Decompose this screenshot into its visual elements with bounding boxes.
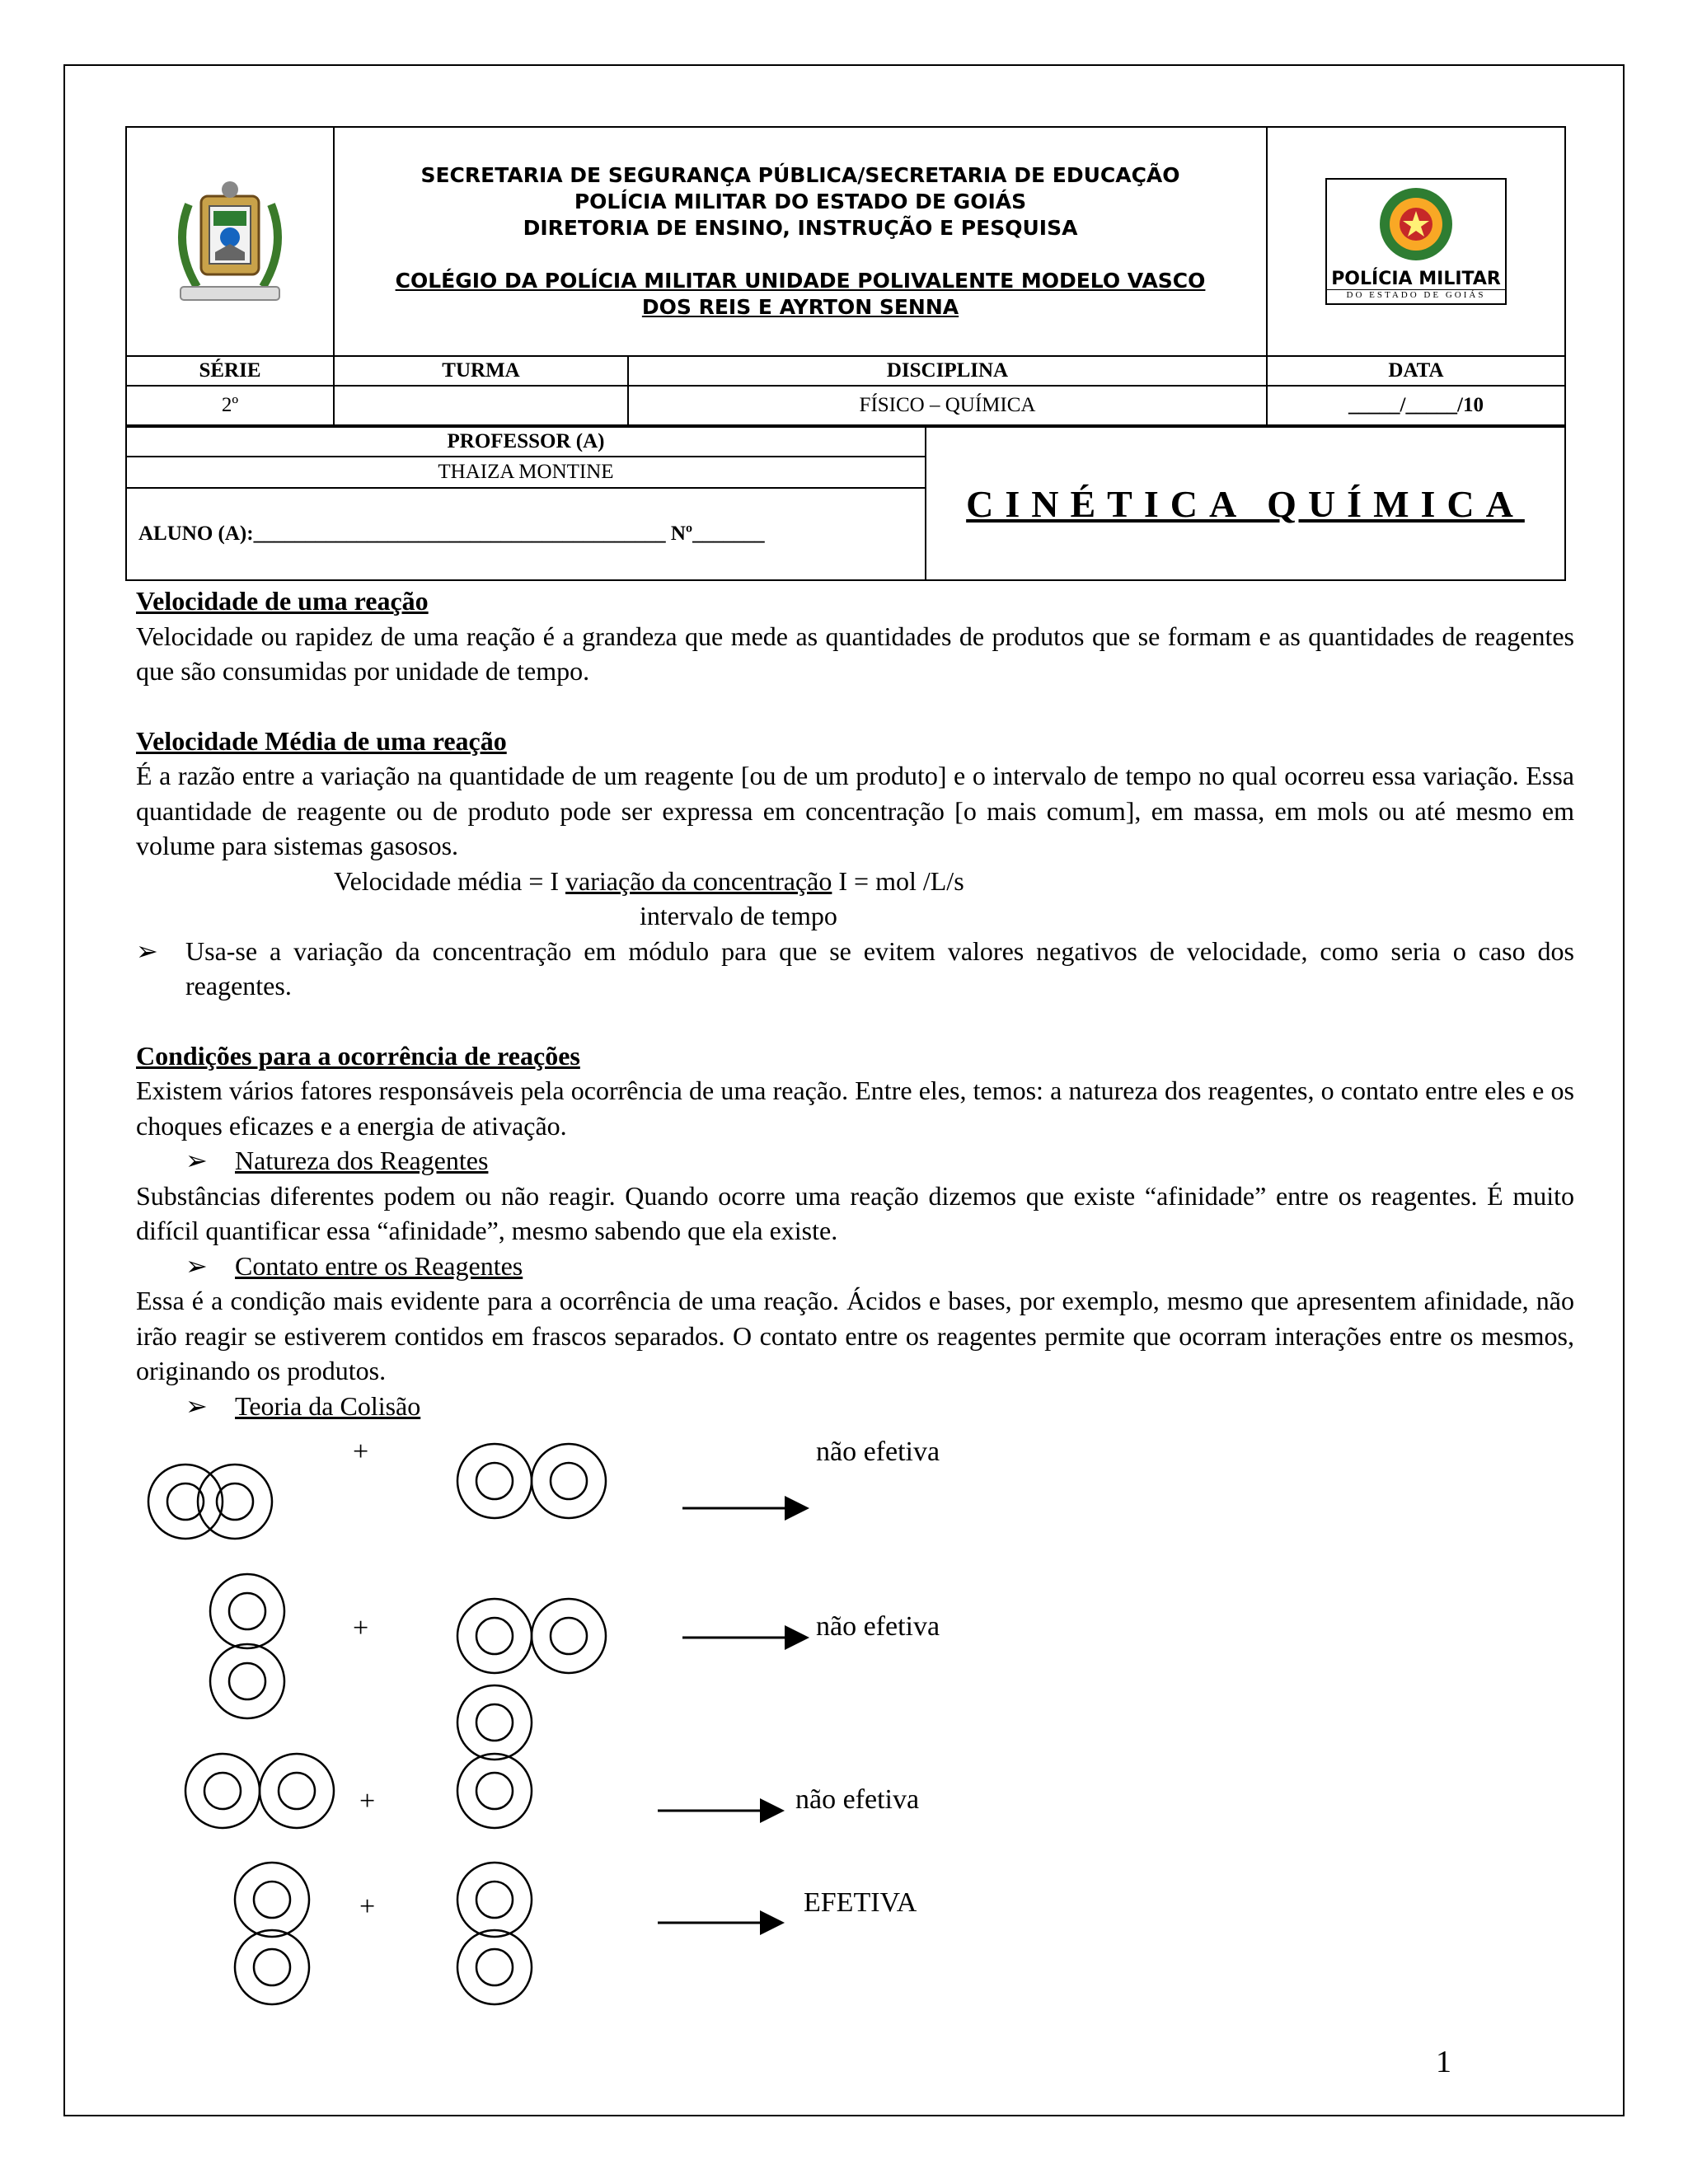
- school-name-line-1: COLÉGIO DA POLÍCIA MILITAR UNIDADE POLIVALENTE MODELO VASCO: [395, 269, 1206, 293]
- molecule-vertical: [457, 1863, 532, 2004]
- pm-badge-icon: [1375, 183, 1457, 265]
- disciplina-value: FÍSICO – QUÍMICA: [628, 386, 1267, 425]
- institution-line-1: SECRETARIA DE SEGURANÇA PÚBLICA/SECRETARIA DE EDUCAÇÃO: [420, 163, 1180, 187]
- logo-left-cell: [126, 127, 334, 356]
- result-label-3: não efetiva: [795, 1784, 920, 1815]
- institution-line-2: POLÍCIA MILITAR DO ESTADO DE GOIÁS: [574, 190, 1027, 213]
- molecule-vertical: [235, 1863, 309, 2004]
- school-emblem-icon: [164, 171, 296, 312]
- turma-value[interactable]: [334, 386, 628, 425]
- pm-logo-text: POLÍCIA MILITAR: [1331, 269, 1501, 289]
- bullet-arrow-icon: ➢: [185, 1390, 208, 1421]
- collision-diagram: [124, 1430, 1030, 2011]
- page-title: CINÉTICA QUÍMICA: [966, 482, 1525, 525]
- school-name-line-2: DOS REIS E AYRTON SENNA: [641, 295, 959, 319]
- institution-line-3: DIRETORIA DE ENSINO, INSTRUÇÃO E PESQUISA: [523, 216, 1078, 240]
- title-cell: [926, 427, 1565, 580]
- bullet-arrow-icon: ➢: [185, 1146, 208, 1175]
- aluno-field[interactable]: ALUNO (A):________________________________________ Nº_______: [126, 488, 926, 580]
- subheading-colisao: ➢ Teoria da Colisão: [136, 1389, 1574, 1424]
- plus-sign: +: [359, 1786, 376, 1816]
- plus-sign: +: [353, 1613, 369, 1643]
- section-2-title: Velocidade Média de uma reação: [136, 725, 507, 756]
- student-table: [125, 426, 1566, 581]
- col-turma-header: TURMA: [334, 356, 628, 386]
- section-2-text: É a razão entre a variação na quantidade de um reagente [ou de um produto] e o intervalo de tempo no qual ocorreu essa variação. Essa quantidade de reagente ou de produto pode ser expressa em concentração [o mais comum], em massa, em mols ou até mesmo em volume para sistemas gasosos.: [136, 761, 1574, 860]
- subheading-natureza: ➢ Natureza dos Reagentes: [136, 1143, 1574, 1179]
- bullet-text: Usa-se a variação da concentração em módulo para que se evitem valores negativos de velocidade, como seria o caso dos reagentes.: [185, 935, 1574, 1001]
- section-3-text: Existem vários fatores responsáveis pela ocorrência de uma reação. Entre eles, temos: a natureza dos reagentes, o contato entre eles e os choques eficazes e a energia de ativação.: [136, 1076, 1574, 1141]
- section-1-title: Velocidade de uma reação: [136, 586, 429, 616]
- page-number: 1: [1436, 2045, 1451, 2079]
- natureza-text: Substâncias diferentes podem ou não reagir. Quando ocorre uma reação dizemos que existe “afinidade” entre os reagentes. É muito difícil quantificar essa “afinidade”, mesmo sabendo que ela existe.: [136, 1180, 1574, 1245]
- pm-logo-subtext: DO ESTADO DE GOIÁS: [1327, 289, 1505, 300]
- molecule-vertical: [457, 1685, 532, 1828]
- formula-line: Velocidade média = I variação da concentração I = mol /L/s: [334, 865, 964, 896]
- plus-sign: +: [359, 1891, 376, 1922]
- professor-label: PROFESSOR (A): [126, 427, 926, 457]
- bullet-arrow-icon: ➢: [136, 935, 158, 966]
- body-content: [136, 583, 1574, 1423]
- section-3-title: Condições para a ocorrência de reações: [136, 1040, 580, 1071]
- subheading-contato: ➢ Contato entre os Reagentes: [136, 1249, 1574, 1284]
- section-1-text: Velocidade ou rapidez de uma reação é a grandeza que mede as quantidades de produtos que se formam e as quantidades de reagentes que são consumidas por unidade de tempo.: [136, 621, 1574, 686]
- header-table: [125, 126, 1566, 426]
- molecule-horizontal: [148, 1465, 272, 1539]
- logo-right-cell: [1267, 127, 1565, 356]
- result-label-2: não efetiva: [816, 1611, 940, 1642]
- bullet-arrow-icon: ➢: [185, 1250, 208, 1281]
- col-disciplina-header: DISCIPLINA: [628, 356, 1267, 386]
- molecule-vertical: [210, 1574, 284, 1718]
- molecule-horizontal: [457, 1599, 606, 1673]
- collision-diagram-svg: [124, 1430, 1030, 2007]
- pm-logo: [1325, 178, 1507, 305]
- bullet-item: [136, 934, 1574, 1004]
- data-value[interactable]: _____/_____/10: [1267, 386, 1565, 425]
- institution-cell: [334, 127, 1267, 356]
- formula-denominator: intervalo de tempo: [640, 901, 837, 930]
- formula-numerator: variação da concentração: [565, 865, 832, 896]
- col-serie-header: SÉRIE: [126, 356, 334, 386]
- molecule-horizontal: [457, 1444, 606, 1518]
- molecule-horizontal: [185, 1754, 334, 1828]
- result-label-4: EFETIVA: [804, 1887, 917, 1918]
- col-data-header: DATA: [1267, 356, 1565, 386]
- serie-value: 2º: [126, 386, 334, 425]
- professor-name: THAIZA MONTINE: [126, 457, 926, 488]
- plus-sign: +: [353, 1436, 369, 1467]
- result-label-1: não efetiva: [816, 1436, 940, 1467]
- contato-text: Essa é a condição mais evidente para a ocorrência de uma reação. Ácidos e bases, por exemplo, mesmo que apresentem afinidade, não irão reagir se estiverem contidos em frascos separados. O contato entre os reagentes permite que ocorram interações entre os mesmos, originando os produtos.: [136, 1286, 1574, 1385]
